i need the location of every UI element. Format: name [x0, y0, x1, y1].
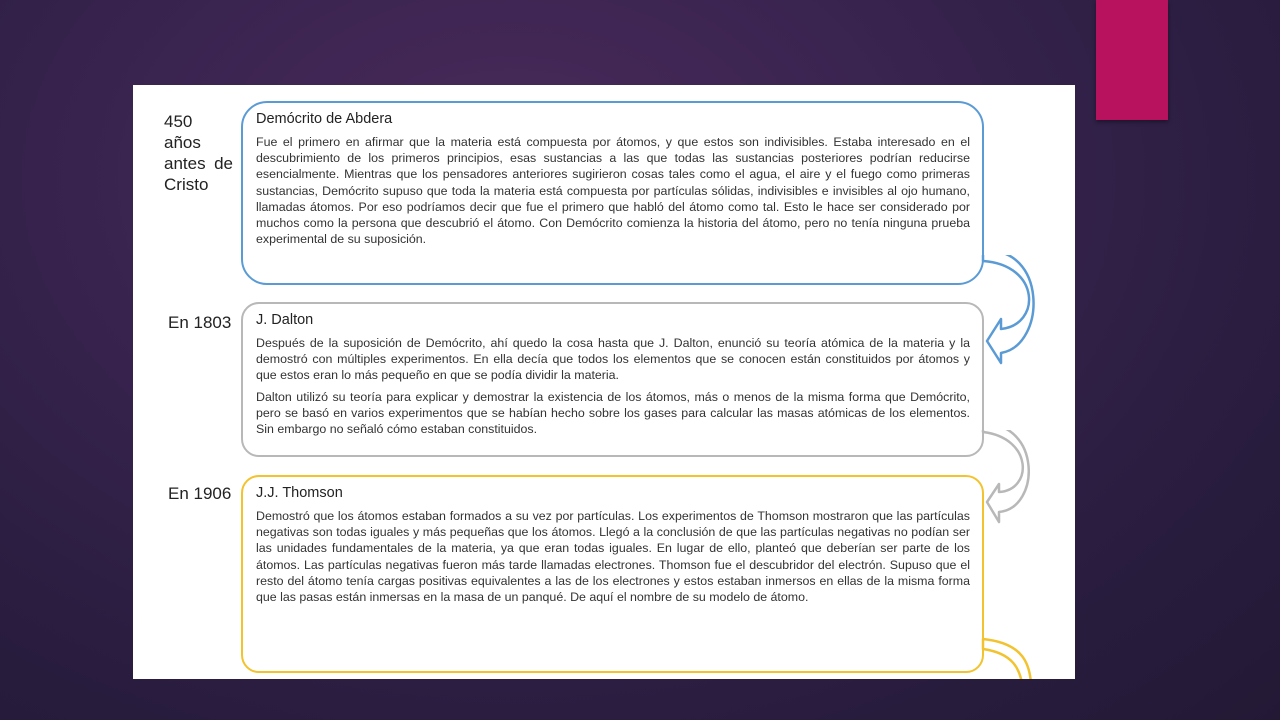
- timeline-image: [133, 85, 1075, 679]
- year-label-dalton: En 1803: [168, 313, 232, 332]
- entry-paragraph: Dalton utilizó su teoría para explicar y demostrar la existencia de los átomos, más o menos de la misma forma que Demócrito, pero se basó en varios experimentos que se habían hecho sobre los gases para calcular las masas atómicas de los elementos. Sin embargo no señaló cómo estaban constituidos.: [256, 389, 970, 437]
- entry-box-thomson: [241, 475, 984, 673]
- entry-box-dalton: [241, 302, 984, 457]
- year-label-democrito: 450 años antes de Cristo: [164, 112, 233, 194]
- curved-arrow-icon: [981, 430, 1041, 530]
- entry-paragraph: Fue el primero en afirmar que la materia está compuesta por átomos, y que estos son indivisibles. Estaba interesado en el descubrimiento de los primeros principios, esas sustancias a las que todas las sustancias posteriores podrían reducirse esencialmente. Mientras que los pensadores anteriores sugirieron cosas tales como el agua, el aire y el fuego como primeras sustancias, Demócrito supuso que toda la materia está compuesta por partículas sólidas, indivisibles e invisibles al ojo humano, llamadas átomos. Por eso podríamos decir que fue el primero que habló del átomo como tal. Esto le hace ser considerado por muchos como la persona que descubrió el átomo. Con Demócrito comienza la historia del átomo, pero no tenía ninguna prueba experimental de su suposición.: [256, 135, 970, 247]
- year-label-thomson: En 1906: [168, 484, 232, 503]
- entry-title: Demócrito de Abdera: [256, 111, 393, 127]
- entry-title: J. Dalton: [256, 312, 314, 328]
- curved-arrow-icon: [981, 637, 1041, 679]
- entry-title: J.J. Thomson: [256, 485, 343, 501]
- entry-box-democrito: [241, 101, 984, 285]
- curved-arrow-icon: [981, 255, 1041, 373]
- accent-bar: [1096, 0, 1168, 120]
- entry-paragraph: Después de la suposición de Demócrito, ahí quedo la cosa hasta que J. Dalton, enunció su teoría atómica de la materia y la demostró con múltiples experimentos. En ella decía que todos los elementos que se conocen están constituidos por átomos y que estos eran lo más pequeño en que se podía dividir la materia.: [256, 336, 970, 383]
- entry-paragraph: Demostró que los átomos estaban formados a su vez por partículas. Los experimentos de Thomson mostraron que las partículas negativas son todas iguales y más pequeñas que los átomos. Llegó a la conclusión de que las partículas negativas no podían ser las unidades fundamentales de la materia, ya que eran todas iguales. En lugar de ello, planteó que deberían ser parte de los átomos. Las partículas negativas fueron más tarde llamadas electrones. Thomson fue el descubridor del electrón. Supuso que el resto del átomo tenía cargas positivas equivalentes a las de los electrones y estos estaban inmersos en ellas de la misma forma que las pasas están inmersas en la masa de un panqué. De aquí el nombre de su modelo de átomo.: [256, 509, 970, 605]
